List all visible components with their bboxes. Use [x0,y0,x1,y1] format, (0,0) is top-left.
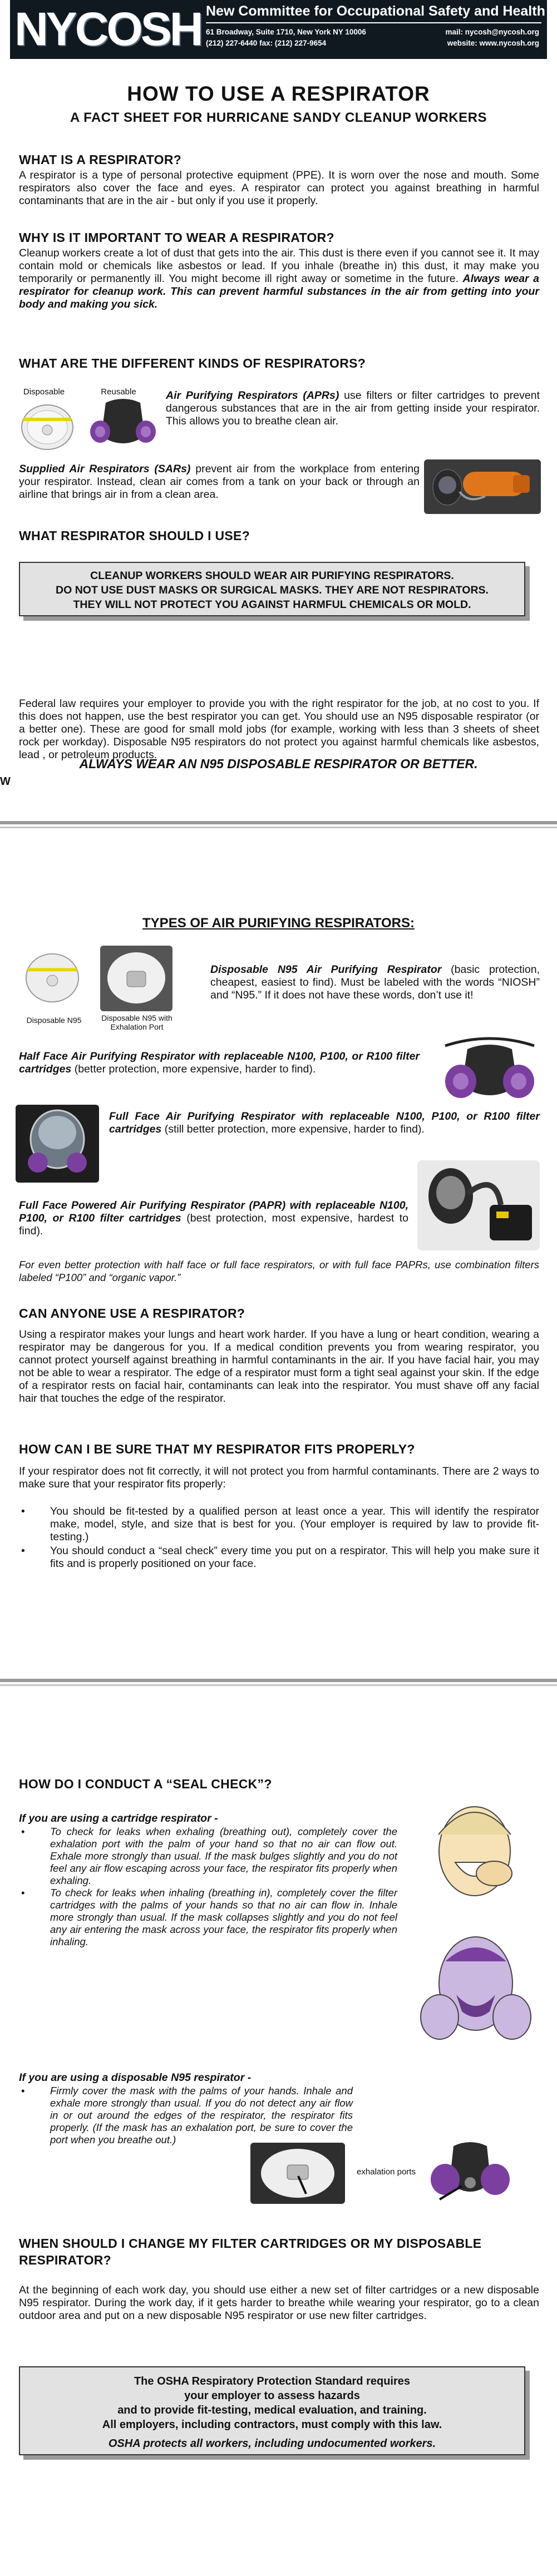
papr-term: Full Face Powered Air Purifying Respirator (PAPR) with replaceable N100, P100, or R100 filter cartridges [19,1199,408,1224]
seal-bullet [19,1826,397,1887]
page-2 [0,832,557,1678]
full-face-term: Full Face Air Purifying Respirator with replaceable N100, P100, or R100 filter cartridges [109,1110,540,1135]
n95-description [210,963,540,1002]
why-emphasis: Always wear a respirator for cleanup work. This can prevent harmful substances in the air from getting into your body and making you sick. [19,273,539,310]
apr-description [166,389,540,428]
nycosh-header [10,0,547,59]
address-line: 61 Broadway, Suite 1710, New York NY 10006 [206,28,366,36]
full-face-text: (still better protection, more expensive, harder to find). [164,1123,425,1135]
papr-icon [417,1160,540,1250]
heading-fits: HOW CAN I BE SURE THAT MY RESPIRATOR FITS PROPERLY? [19,1442,415,1456]
n95-valve-mask-icon [250,2143,345,2204]
disposable-check-text: Firmly cover the mask with the palms of your hands. Inhale and exhale more strongly than usual. If you do not detect any air flow in or out around the edges of the respirator, the respirator fits properly. (If the mask has an exhalation port, be sure to cover the port when you breathe out.) [50,2085,353,2145]
nycosh-logo: NYCOSH [14,3,201,55]
n95-term: Disposable N95 Air Purifying Respirator [210,963,442,976]
heading-seal: HOW DO I CONDUCT A “SEAL CHECK”? [19,1777,272,1791]
heading-why: WHY IS IT IMPORTANT TO WEAR A RESPIRATOR? [19,230,334,245]
website-link[interactable]: website: www.nycosh.org [447,39,539,47]
what-is-body: A respirator is a type of personal protective equipment (PPE). It is worn over the nose and mouth. Some respirators also cover the face and eyes. A respirator can protect you against breathing in harmful contaminants that are in the air - but only if you use it properly. [19,169,539,207]
label-reusable: Reusable [101,387,136,397]
heading-anyone: CAN ANYONE USE A RESPIRATOR? [19,1306,245,1321]
types-note: For even better protection with half face or full face respirators, or with full face PAPRs, use combination filters labeled “P100” and “organic vapor.” [19,1259,539,1283]
change-body: At the beginning of each work day, you should use either a new set of filter cartridges or a new disposable N95 respirator. During the work day, if it gets harder to breathe while wearing your respirator, go to a clean outdoor area and put on a new disposable N95 respirator or use new filter cartridges. [19,2284,539,2322]
header-rule [206,22,541,23]
osha-line: All employers, including contractors, must comply with this law. [102,2419,442,2431]
person-seal-check-icon [412,1928,540,2056]
page-3 [0,1689,557,2576]
label-n95: Disposable N95 [26,1016,82,1025]
fit-bullets [19,1505,539,1570]
dust-mask-warning [19,562,525,616]
sar-description [19,463,420,501]
supplied-air-tank-icon [424,459,541,514]
sar-term: Supplied Air Respirators (SARs) [19,463,191,475]
seal-bullet [19,2085,353,2146]
half-face-respirator-icon [440,1035,540,1106]
fit-bullet: • You should be fit-tested by a qualified person at least once a year. This will identify the respirator make, model, style, and size that is best for you. (Your employer is required by law to provide fit-testing.) [19,1505,539,1544]
callout-line-2: DO NOT USE DUST MASKS OR SURGICAL MASKS. THEY ARE NOT RESPIRATORS. [56,584,489,596]
osha-callout [19,2366,525,2455]
osha-line: your employer to assess hazards [184,2390,360,2402]
callout-line-3: THEY WILL NOT PROTECT YOU AGAINST HARMFUL CHEMICALS OR MOLD. [73,599,471,611]
which-body: Federal law requires your employer to provide you with the right respirator for the job, at no cost to you. If this does not happen, use the best respirator you can get. You should use an N95 disposable respirator (or a better one). These are good for small mold jobs (for example, working with less than 3 sheets of sheet rock per workday). Disposable N95 respirators do not protect you against harmful chemicals like asbestos, lead , or petroleum products. [19,698,539,761]
cartridge-bullets [19,1826,397,1948]
apr-term: Air Purifying Respirators (APRs) [166,389,339,402]
heading-what-is: WHAT IS A RESPIRATOR? [19,152,182,167]
fit-bullet: • You should conduct a “seal check” every time you put on a respirator. This will help you make sure it fits and is properly positioned on your face. [19,1545,539,1570]
osha-line: The OSHA Respiratory Protection Standard requires [134,2375,411,2387]
why-body [19,247,539,311]
page-separator [0,1679,557,1682]
inhale-check-text: To check for leaks when inhaling (breathing in), completely cover the filter cartridges with the palms of your hands so that no air can flow in. Inhale more strongly than usual. If the mask collapses slightly and you do not feel any air entering the mask across your face, the respirator fits properly when inhaling. [50,1887,397,1947]
apr-text: use filters or filter cartridges to prevent dangerous substances that are in the air from getting inside your respirator. This allows you to breathe clean air. [166,389,540,427]
fits-intro: If your respirator does not fit correctly, it will not protect you from harmful contaminants. There are 2 ways to make sure that your respirator fits properly: [19,1465,539,1490]
page-separator [0,827,557,828]
anyone-body [19,1328,539,1405]
label-disposable: Disposable [23,387,65,397]
half-face-respirator-icon [89,397,157,451]
osha-line: and to provide fit-testing, medical evaluation, and training. [117,2404,427,2416]
label-n95-valve: Disposable N95 with Exhalation Port [101,1013,172,1031]
email-link[interactable]: mail: nycosh@nycosh.org [445,28,539,36]
heading-kinds: WHAT ARE THE DIFFERENT KINDS OF RESPIRATORS? [19,356,366,370]
papr-description [19,1199,408,1238]
page-1 [0,0,557,812]
org-contact [446,27,539,49]
cartridge-label: If you are using a cartridge respirator - [19,1812,218,1825]
page-title: HOW TO USE A RESPIRATOR [127,82,430,105]
heading-types: TYPES OF AIR PURIFYING RESPIRATORS: [142,916,415,931]
page-separator [0,821,557,824]
n95-mask-icon [17,399,78,451]
n95-text: (basic protection, cheapest, easiest to find). Must be labeled with the words “NIOSH” and “N95.” If it does not have these words, don’t use it! [210,963,540,1001]
half-face-term: Half Face Air Purifying Respirator with replaceable N100, P100, or R100 filter cartridges [19,1050,420,1075]
n95-valve-mask-icon [100,946,172,1011]
half-face-text: (better protection, more expensive, harder to find). [74,1063,316,1075]
phone-line: (212) 227-6440 fax: (212) 227-9654 [206,39,327,47]
exhale-check-text: To check for leaks when exhaling (breathing out), completely cover the exhalation port with the palm of your hand so that no air can flow out. Exhale more strongly than usual. If the mask bulges slightly and you do not feel any air flow escaping across your face, the respirator fits properly when exhaling. [50,1826,397,1886]
osha-line: OSHA protects all workers, including undocumented workers. [108,2437,436,2450]
papr-text: (best protection, most expensive, hardest to find). [19,1212,409,1237]
org-name: New Committee for Occupational Safety and Health [206,3,545,19]
which-closing: ALWAYS WEAR AN N95 DISPOSABLE RESPIRATOR OR BETTER. [79,757,478,771]
heading-which: WHAT RESPIRATOR SHOULD I USE? [19,528,250,543]
sar-text: prevent air from the workplace from entering your respirator. Instead, clean air comes from a tank on your back or through an airline that brings air in from a clean area. [19,463,420,501]
disposable-label: If you are using a disposable N95 respirator - [19,2071,252,2084]
label-exhalation-ports: exhalation ports [357,2167,416,2177]
half-face-description [19,1050,420,1076]
seal-bullet [19,1887,397,1948]
heading-change: WHEN SHOULD I CHANGE MY FILTER CARTRIDGES OR MY DISPOSABLE RESPIRATOR? [19,2236,482,2267]
page-edge-mark: W [0,775,11,788]
why-text: Cleanup workers create a lot of dust that gets into the air. This dust is there even if you cannot see it. It may contain mold or chemicals like asbestos or lead. If you inhale (breathe in) this dust, it may make you temporarily or permanently ill. You might become ill right away or sometime in the future. [19,247,539,285]
org-address [206,27,366,49]
page-subtitle: A FACT SHEET FOR HURRICANE SANDY CLEANUP WORKERS [70,110,487,125]
n95-mask-icon [22,948,82,1008]
full-face-description [109,1110,540,1136]
full-face-respirator-icon [16,1105,99,1183]
callout-line-1: CLEANUP WORKERS SHOULD WEAR AIR PURIFYING RESPIRATORS. [90,570,454,582]
half-face-respirator-icon [428,2138,512,2204]
page-separator [0,1684,557,1686]
anyone-text: Using a respirator makes your lungs and heart work harder. If you have a lung or heart condition, wearing a respirator may be dangerous for you. If a medical condition prevents you from wearing respirator, you cannot protect yourself against breathing in harmful contaminants in the air. If you have facial hair, you may not be able to wear a respirator. The edge of a respirator must form a tight seal against your skin. If the edge of a respirator rests on facial hair, contaminants can leak into the respirator. You must shave off any facial hair that touches the edge of the respirator. [19,1328,539,1405]
person-seal-check-icon [411,1796,539,1912]
disposable-bullets [19,2085,353,2146]
